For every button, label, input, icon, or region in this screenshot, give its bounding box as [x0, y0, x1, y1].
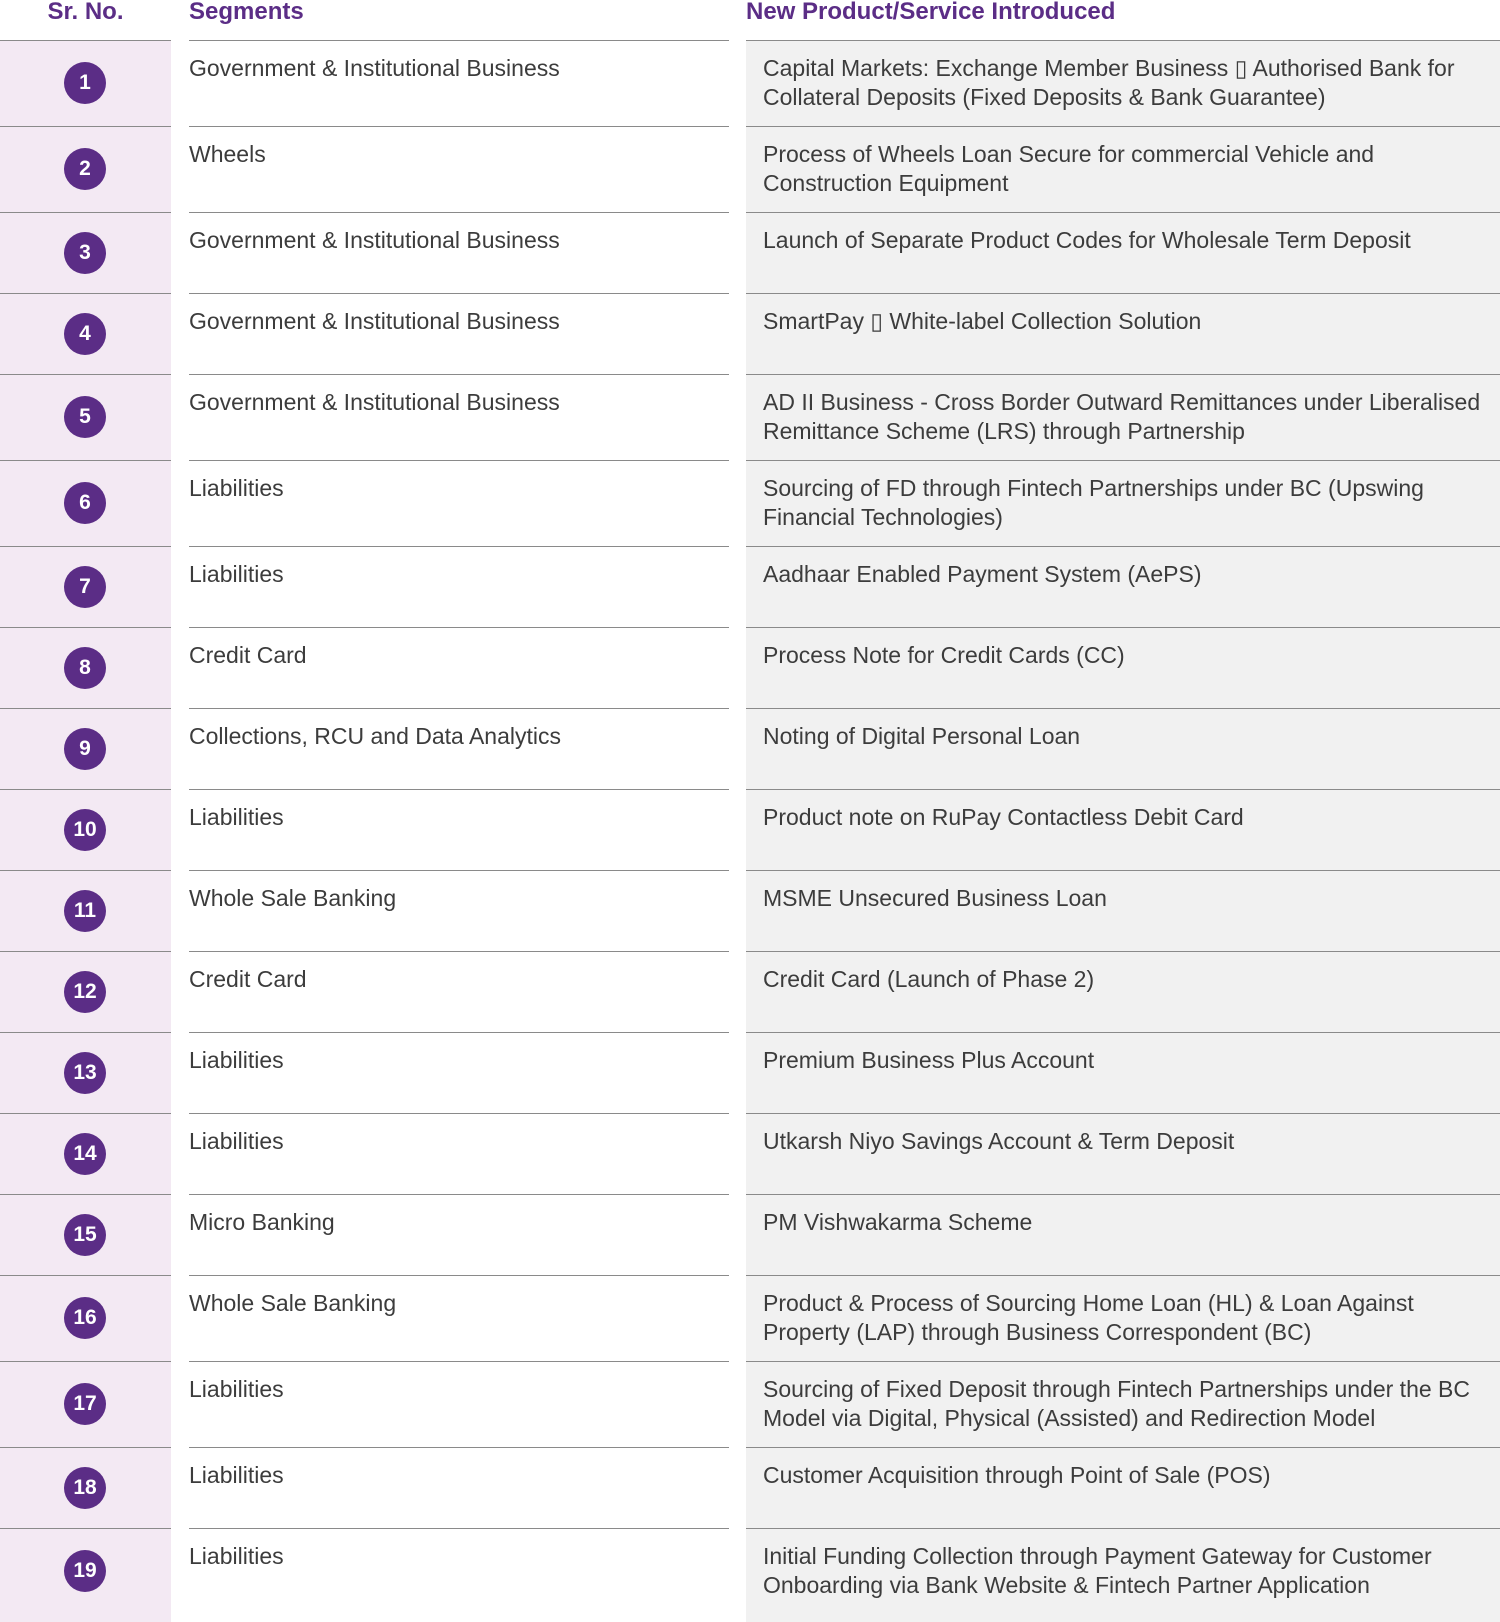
- product-cell: Utkarsh Niyo Savings Account & Term Deposit: [763, 1128, 1235, 1154]
- row-divider: [189, 460, 729, 461]
- segment-cell: Credit Card: [189, 966, 307, 992]
- table-row: [0, 546, 1500, 627]
- row-number-badge: 16: [64, 1297, 106, 1339]
- segment-cell: Liabilities: [189, 1543, 284, 1569]
- table-row: [0, 1113, 1500, 1194]
- row-number-badge: 2: [64, 148, 106, 190]
- product-cell: MSME Unsecured Business Loan: [763, 885, 1107, 911]
- row-divider: [746, 1275, 1500, 1276]
- segment-cell: Liabilities: [189, 561, 284, 587]
- row-divider: [189, 212, 729, 213]
- row-divider: [189, 1194, 729, 1195]
- row-divider: [746, 1528, 1500, 1529]
- table-row: [0, 460, 1500, 546]
- row-divider: [746, 460, 1500, 461]
- row-divider: [746, 1361, 1500, 1362]
- row-divider: [746, 951, 1500, 952]
- row-divider: [746, 40, 1500, 41]
- segment-cell: Liabilities: [189, 1462, 284, 1488]
- row-number-badge: 6: [64, 482, 106, 524]
- row-number-badge: 19: [64, 1550, 106, 1592]
- table-row: [0, 1194, 1500, 1275]
- table-row: [0, 789, 1500, 870]
- row-number-badge: 11: [64, 890, 106, 932]
- product-cell: Launch of Separate Product Codes for Wholesale Term Deposit: [763, 227, 1411, 253]
- segment-cell: Liabilities: [189, 475, 284, 501]
- row-number-badge: 17: [64, 1383, 106, 1425]
- row-number-badge: 5: [64, 396, 106, 438]
- header-segments: Segments: [189, 0, 304, 25]
- row-number-badge: 13: [64, 1052, 106, 1094]
- table-row: [0, 1528, 1500, 1614]
- table-row: [0, 1447, 1500, 1528]
- row-divider: [189, 546, 729, 547]
- segment-cell: Micro Banking: [189, 1209, 335, 1235]
- product-cell: SmartPay ▯ White-label Collection Solution: [763, 308, 1202, 334]
- table-row: [0, 293, 1500, 374]
- product-cell: Process Note for Credit Cards (CC): [763, 642, 1125, 668]
- row-divider: [189, 708, 729, 709]
- segment-cell: Government & Institutional Business: [189, 308, 560, 334]
- row-divider: [746, 1032, 1500, 1033]
- row-divider: [189, 1361, 729, 1362]
- product-cell: Initial Funding Collection through Payment Gateway for Customer Onboarding via Bank Website & Fintech Partner Application: [763, 1543, 1432, 1598]
- row-divider: [746, 126, 1500, 127]
- row-divider: [189, 951, 729, 952]
- segment-cell: Wheels: [189, 141, 266, 167]
- row-divider: [189, 126, 729, 127]
- row-divider: [746, 1447, 1500, 1448]
- segment-cell: Whole Sale Banking: [189, 885, 397, 911]
- segment-cell: Collections, RCU and Data Analytics: [189, 723, 561, 749]
- row-divider: [189, 870, 729, 871]
- row-number-badge: 1: [64, 62, 106, 104]
- segment-cell: Liabilities: [189, 1128, 284, 1154]
- product-cell: Noting of Digital Personal Loan: [763, 723, 1081, 749]
- segment-cell: Liabilities: [189, 1376, 284, 1402]
- product-cell: Premium Business Plus Account: [763, 1047, 1095, 1073]
- segment-cell: Whole Sale Banking: [189, 1290, 397, 1316]
- product-cell: AD II Business - Cross Border Outward Remittances under Liberalised Remittance Scheme (LRS) through Partnership: [763, 389, 1481, 444]
- segment-cell: Government & Institutional Business: [189, 389, 560, 415]
- row-divider: [189, 1113, 729, 1114]
- table-row: [0, 374, 1500, 460]
- row-divider: [746, 374, 1500, 375]
- table-row: [0, 126, 1500, 212]
- row-divider: [746, 212, 1500, 213]
- table-row: [0, 951, 1500, 1032]
- row-divider: [746, 1113, 1500, 1114]
- segment-cell: Government & Institutional Business: [189, 227, 560, 253]
- product-cell: PM Vishwakarma Scheme: [763, 1209, 1033, 1235]
- row-divider: [189, 374, 729, 375]
- row-number-badge: 18: [64, 1467, 106, 1509]
- table-row: [0, 212, 1500, 293]
- product-cell: Capital Markets: Exchange Member Business ▯ Authorised Bank for Collateral Deposits (Fixed Deposits & Bank Guarantee): [763, 55, 1455, 110]
- product-cell: Credit Card (Launch of Phase 2): [763, 966, 1095, 992]
- segment-cell: Liabilities: [189, 804, 284, 830]
- product-cell: Sourcing of Fixed Deposit through Fintech Partnerships under the BC Model via Digital, Physical (Assisted) and Redirection Model: [763, 1376, 1470, 1431]
- table-row: [0, 1275, 1500, 1361]
- product-cell: Process of Wheels Loan Secure for commercial Vehicle and Construction Equipment: [763, 141, 1375, 196]
- row-divider: [189, 293, 729, 294]
- row-divider: [746, 293, 1500, 294]
- row-number-badge: 9: [64, 728, 106, 770]
- segment-cell: Credit Card: [189, 642, 307, 668]
- table-row: [0, 1032, 1500, 1113]
- row-number-badge: 3: [64, 232, 106, 274]
- row-divider: [746, 1194, 1500, 1195]
- product-cell: Product note on RuPay Contactless Debit Card: [763, 804, 1244, 830]
- table-row: [0, 627, 1500, 708]
- table-row: [0, 1361, 1500, 1447]
- header-product: New Product/Service Introduced: [746, 0, 1116, 25]
- row-number-badge: 7: [64, 566, 106, 608]
- row-divider: [189, 1032, 729, 1033]
- row-divider: [746, 870, 1500, 871]
- product-cell: Aadhaar Enabled Payment System (AePS): [763, 561, 1202, 587]
- row-number-badge: 4: [64, 313, 106, 355]
- product-cell: Product & Process of Sourcing Home Loan (HL) & Loan Against Property (LAP) through Business Correspondent (BC): [763, 1290, 1414, 1345]
- segment-cell: Liabilities: [189, 1047, 284, 1073]
- row-divider: [189, 1528, 729, 1529]
- row-divider: [746, 789, 1500, 790]
- table-row: [0, 708, 1500, 789]
- row-divider: [189, 789, 729, 790]
- row-number-badge: 12: [64, 971, 106, 1013]
- row-number-badge: 14: [64, 1133, 106, 1175]
- row-divider: [189, 1275, 729, 1276]
- row-number-badge: 8: [64, 647, 106, 689]
- segment-cell: Government & Institutional Business: [189, 55, 560, 81]
- row-divider: [189, 40, 729, 41]
- table-header: [0, 0, 1500, 40]
- product-cell: Sourcing of FD through Fintech Partnerships under BC (Upswing Financial Technologies): [763, 475, 1424, 530]
- row-divider: [746, 708, 1500, 709]
- header-sr-no: Sr. No.: [47, 0, 124, 25]
- table-row: [0, 40, 1500, 126]
- row-number-badge: 15: [64, 1214, 106, 1256]
- row-divider: [746, 546, 1500, 547]
- table-body: [0, 40, 1500, 1614]
- row-divider: [746, 627, 1500, 628]
- row-divider: [189, 627, 729, 628]
- row-number-badge: 10: [64, 809, 106, 851]
- row-divider: [189, 1447, 729, 1448]
- product-cell: Customer Acquisition through Point of Sale (POS): [763, 1462, 1271, 1488]
- table-row: [0, 870, 1500, 951]
